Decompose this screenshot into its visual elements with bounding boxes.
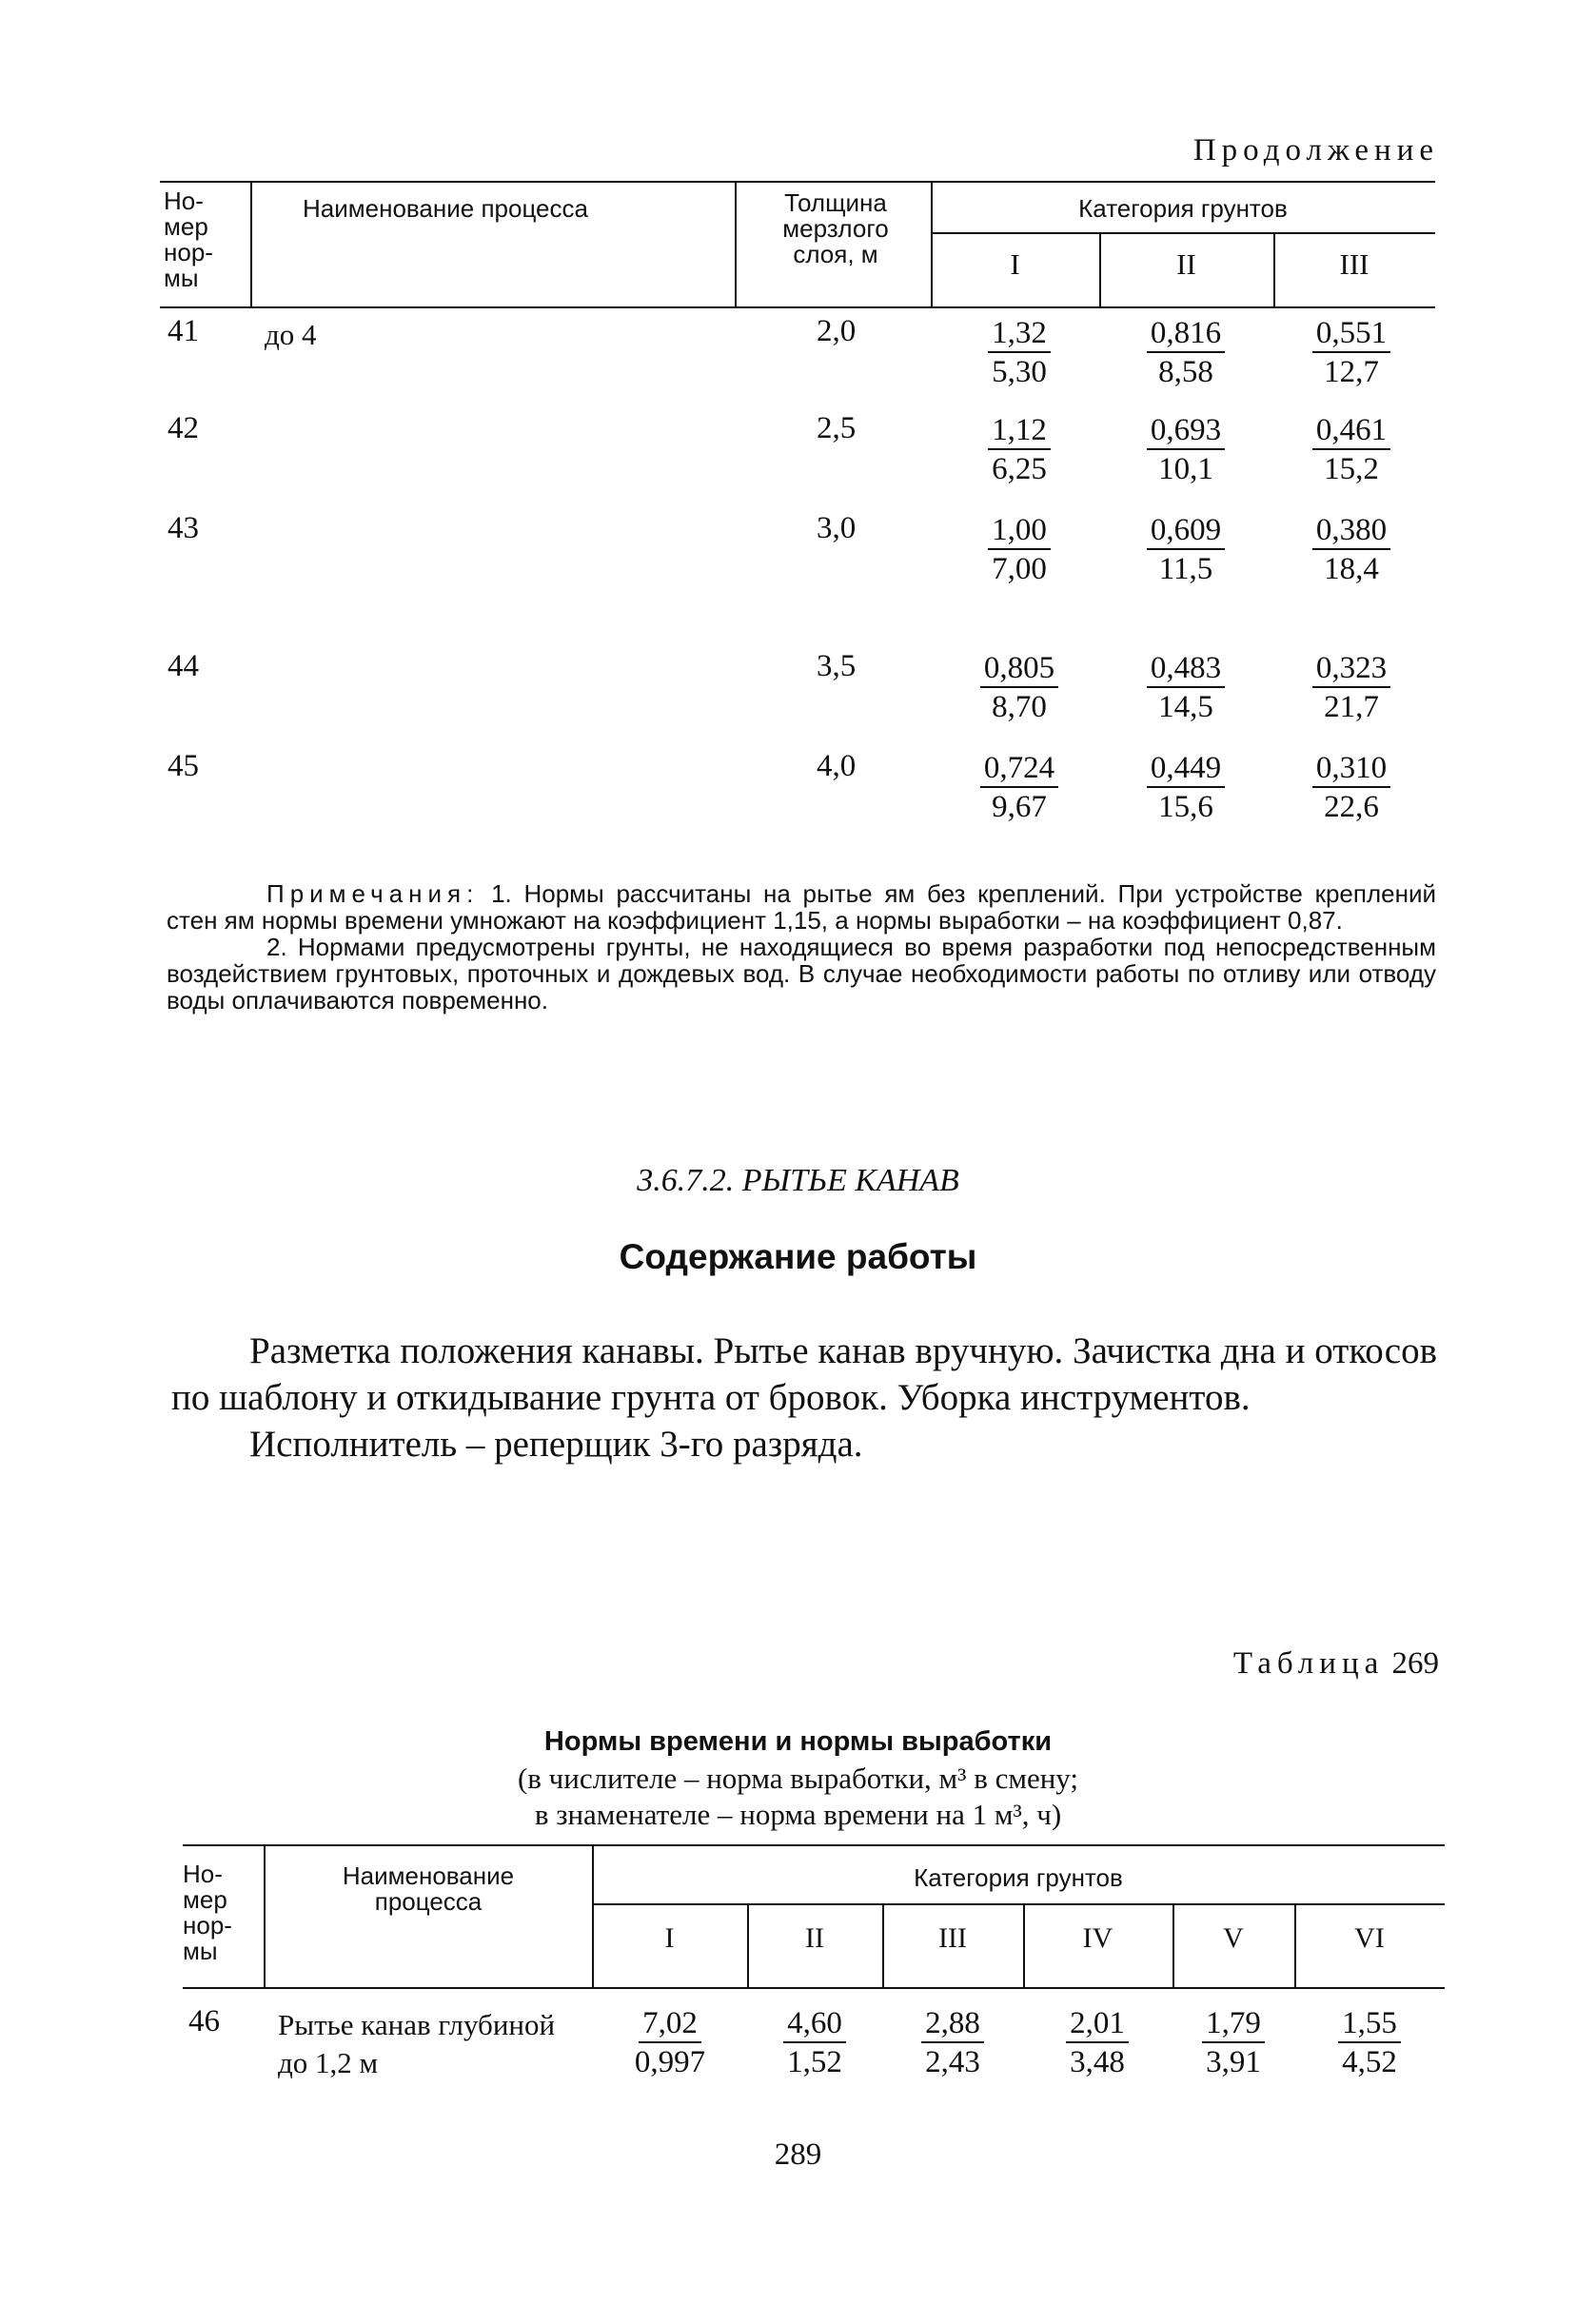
section-title: 3.6.7.2. РЫТЬЕ КАНАВ — [637, 1163, 959, 1198]
header-number: Но- мер нор- мы — [183, 1860, 232, 1965]
page-number: 289 — [774, 2137, 822, 2172]
table-top-rule — [160, 181, 1435, 183]
work-description: Разметка положения канавы. Рытье канав вручную. Зачистка дна и откосов по шаблону и откидывание грунта от бровок. Уборка инструментов. — [171, 1330, 1437, 1418]
header-process: Наименование процесса — [303, 194, 588, 223]
work-content — [171, 1328, 1437, 1467]
header-cat-2: II — [1176, 247, 1196, 281]
note-2: 2. Нормами предусмотрены грунты, не находящиеся во время разработки под непосредственным воздействием грунтовых, проточных и дождевых вод. В случае необходимости работы по отливу или отводу воды оплачиваются повременно. — [167, 933, 1436, 1014]
notes-label: Примечания: — [266, 879, 480, 908]
header-category: Категория грунтов — [1078, 194, 1288, 223]
table-caption-line2: (в числителе – норма выработки, м³ в смену; — [517, 1762, 1079, 1795]
table-caption-line3: в знаменателе – норма времени на 1 м³, ч) — [534, 1798, 1062, 1831]
table-header-rule — [160, 306, 1435, 308]
table-caption-title: Нормы времени и нормы выработки — [543, 1726, 1053, 1757]
header-category: Категория грунтов — [914, 1863, 1123, 1892]
header-cat-3: III — [1339, 247, 1369, 281]
header-process: Наименование процесса — [342, 1861, 515, 1916]
header-thickness: Толщина мерзлого слоя, м — [782, 188, 889, 268]
table-notes — [167, 880, 1436, 1014]
header-cat-1: I — [1010, 247, 1020, 281]
performer: Исполнитель – реперщик 3-го разряда. — [249, 1424, 863, 1465]
section-heading: Содержание работы — [619, 1237, 977, 1276]
table-number-label: Таблица 269 — [1232, 1646, 1439, 1681]
norms-table-269: Но- мер нор- мы Наименование процесса Категория грунтов I II III IV V VI 46 Рытье канав глубиной до 1,2 м $\frac{7,02}{0,997}$ $\frac{4,60}{1,52}$ $\frac{2,88}{2,43}$ $\frac{2,01}{3,48}$ $\frac{1,79}{3,91}$ $\frac{1,55}{4,52}$ — [183, 1844, 1445, 2063]
norms-table-continued: Но- мер нор- мы Наименование процесса Толщина мерзлого слоя, м Категория грунтов I II III 41 до 4 2,0 $\frac{1,32}{5,30}$ $\frac{0,816}{8,58}$ $\frac{0,551}{12,7}$ 42 2,5 $\frac{1,12}{6,25}$ $\frac{0,693}{10,1}$ $\frac{0,461}{15,2}$ 43 3,0 $\frac{1,00}{7,00}$ $\frac{0,609}{11,5}$ $\frac{0,380}{18,4}$ 44 3,5 $\frac{0,805}{8,70}$ $\frac{0,483}{14,5}$ $\frac{0,323}{21,7}$ 45 4,0 $\frac{0,724}{9,67}$ $\frac{0,449}{15,6}$ $\frac{0,310}{22,6}$ — [160, 173, 1435, 839]
note-1: 1. Нормы рассчитаны на рытье ям без креплений. При устройстве креплений стен ям нормы времени умножают на коэффициент 1,15, а нормы выработки – на коэффициент 0,87. — [167, 879, 1436, 935]
continuation-label: Продолжение — [1192, 133, 1439, 167]
header-number: Но- мер нор- мы — [164, 187, 213, 292]
